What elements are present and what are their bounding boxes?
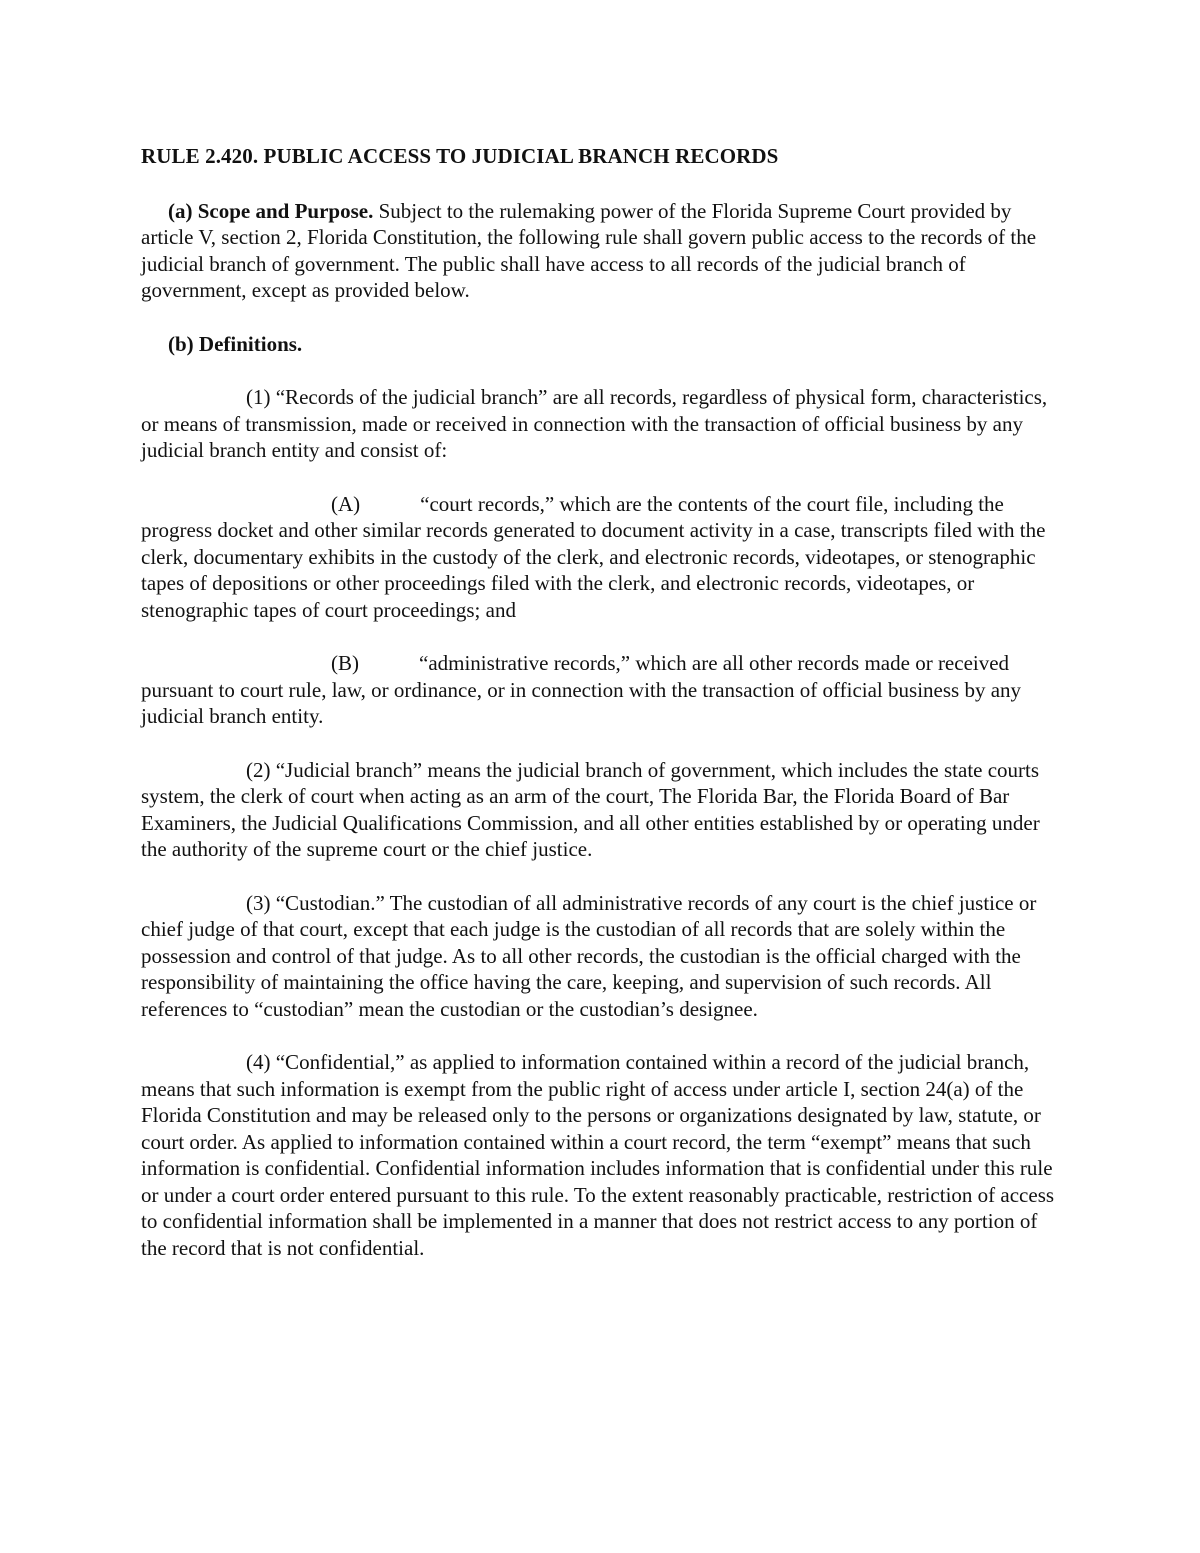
section-a-text: Subject to the rulemaking power of the Florida Supreme Court provided by article V, section 2, Florida Constitution, the following rule shall govern public access to the records of the judicial branch of government. The public shall have access to all records of the judicial branch of government, except as provided below. — [141, 198, 1037, 302]
document-body — [141, 143, 1061, 1288]
rule-title: RULE 2.420. PUBLIC ACCESS TO JUDICIAL BRANCH RECORDS — [141, 144, 779, 168]
section-b-paragraph — [141, 331, 1061, 358]
definition-1-a — [141, 491, 1061, 624]
definition-4: (4) “Confidential,” as applied to information contained within a record of the judicial branch, means that such information is exempt from the public right of access under article I, section 24(a) of the Florida Constitution and may be released only to the persons or organizations designated by law, statute, or court order. As applied to information contained within a court record, the term “exempt” means that such information is confidential. Confidential information includes information that is confidential under this rule or under a court order entered pursuant to this rule. To the extent reasonably practicable, restriction of access to confidential information shall be implemented in a manner that does not restrict access to any portion of the record that is not confidential. — [141, 1050, 1055, 1260]
section-a-heading: (a) Scope and Purpose. — [168, 198, 374, 223]
definition-3: (3) “Custodian.” The custodian of all administrative records of any court is the chief justice or chief judge of that court, except that each judge is the custodian of all records that are solely within the possession and control of that judge. As to all other records, the custodian is the official charged with the responsibility of maintaining the office having the care, keeping, and supervision of such records. All references to “custodian” mean the custodian or the custodian’s designee. — [141, 890, 1037, 1021]
definition-1-a-text: “court records,” which are the contents of the court file, including the progress docket and other similar records generated to document activity in a case, transcripts filed with the clerk, documentary exhibits in the custody of the clerk, and electronic records, videotapes, or stenographic tapes of depositions or other proceedings filed with the clerk, and electronic records, videotapes, or stenographic tapes of court proceedings; and — [141, 491, 1046, 622]
definition-1-b — [141, 650, 1061, 730]
section-b-heading: (b) Definitions. — [168, 331, 303, 356]
definition-2: (2) “Judicial branch” means the judicial branch of government, which includes the state courts system, the clerk of court when acting as an arm of the court, The Florida Bar, the Florida Board of Bar Examiners, the Judicial Qualifications Commission, and all other entities established by or operating under the authority of the supreme court or the chief justice. — [141, 757, 1040, 861]
definition-1-b-label: (B) — [331, 651, 359, 675]
definition-1-a-label: (A) — [331, 491, 361, 516]
section-a-paragraph — [141, 198, 1061, 304]
definition-1: (1) “Records of the judicial branch” are all records, regardless of physical form, characteristics, or means of transmission, made or received in connection with the transaction of official business by any judicial branch entity and consist of: — [141, 385, 1048, 462]
definition-1-b-text: “administrative records,” which are all other records made or received pursuant to court rule, law, or ordinance, or in connection with the transaction of official business by any judicial branch entity. — [141, 651, 1022, 728]
